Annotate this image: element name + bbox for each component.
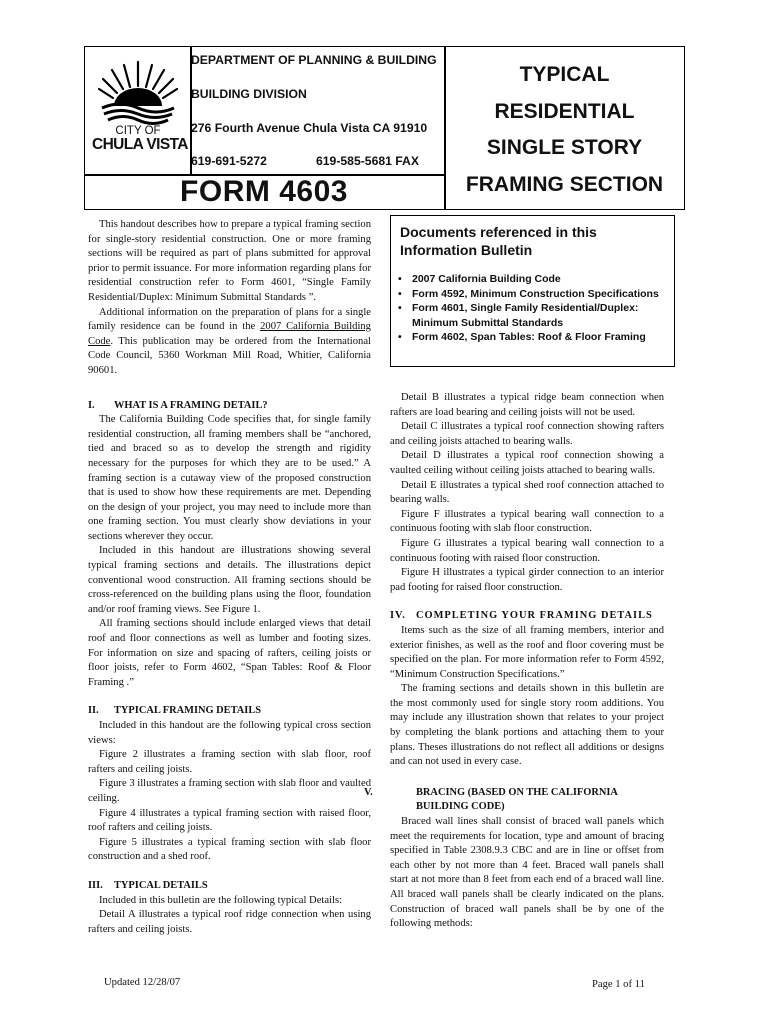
section-number: V. (364, 786, 373, 798)
phone-number: 619-691-5272 (191, 154, 267, 168)
section-title: BRACING (BASED ON THE CALIFORNIA BUILDING CODE) (416, 786, 618, 813)
paragraph: Detail D illustrates a typical roof connection showing a vaulted ceiling without ceiling joists attached to bearing walls. (390, 450, 664, 476)
section-title: WHAT IS A FRAMING DETAIL? (114, 399, 268, 411)
division-name: BUILDING DIVISION (191, 87, 307, 101)
paragraph: Figure 3 illustrates a framing section with slab floor and vaulted ceiling. (88, 778, 371, 804)
section-title: COMPLETING YOUR FRAMING DETAILS (416, 610, 653, 622)
section-number: I. (88, 399, 95, 411)
paragraph: The California Building Code specifies that, for single family residential construction, all framing members shall be “anchored, tied and braced so as to develop the strength and rigidity necessary for the purposes for which they are to be used.” A framing section is a cutaway view of the proposed construction that is used to show how these requirements are met. Depending on the design of your project, you may need to include more than one framing section. You must clearly show deviations in your sections wherever they occur. (88, 414, 371, 542)
paragraph: Figure F illustrates a typical bearing wall connection to a continuous footing with slab floor construction. (390, 508, 664, 535)
paragraph: Figure 5 illustrates a typical framing section with slab floor construction and a shed roof. (88, 836, 371, 863)
section-title: TYPICAL FRAMING DETAILS (114, 705, 262, 717)
documents-list (398, 272, 668, 345)
list-item-text: Form 4601, Single Family Residential/Duplex: Minimum Submittal Standards (412, 302, 639, 329)
section-heading (88, 399, 371, 414)
updated-date: Updated 12/28/07 (104, 977, 181, 988)
paragraph: Figure 2 illustrates a framing section with slab floor, roof rafters and ceiling joists. (88, 749, 371, 775)
page-number: Page 1 of 11 (592, 979, 645, 990)
paragraph: Included in this bulletin are the following typical Details: (99, 894, 343, 906)
title-line: RESIDENTIAL (494, 99, 635, 123)
paragraph: Detail C illustrates a typical roof connection showing rafters and ceiling joists attached to bearing walls. (390, 421, 664, 447)
list-item-text: Form 4602, Span Tables: Roof & Floor Framing (412, 331, 646, 344)
section-number: IV. (390, 610, 406, 622)
paragraph: Detail B illustrates a typical ridge beam connection when rafters are load bearing and ceiling joists will not be used. (390, 392, 664, 418)
section-number: II. (88, 705, 99, 717)
bullet-icon: • (398, 273, 402, 285)
logo-text-chula-vista: CHULA VISTA (92, 136, 188, 153)
paragraph: Figure 4 illustrates a typical framing section with raised floor, roof rafters and ceiling joists. (88, 807, 371, 834)
title-line: TYPICAL (519, 63, 610, 86)
paragraph-text: Additional information on the preparation of plans for a single family residence can be found in the (88, 306, 371, 333)
left-column (88, 218, 371, 937)
section-heading (364, 786, 664, 815)
paragraph: Included in this handout are illustrations showing several typical framing sections and details. The illustrations depict conventional wood construction. All framing sections should be cross-referenced on the building plans using the floor, foundation and/or roof framing views. See Figure 1. (88, 545, 371, 615)
paragraph-text: . This publication may be ordered from the International Code Council, 5360 Workman Mill Road, Whitier, California 90601. (88, 335, 371, 376)
bullet-icon: • (398, 331, 402, 344)
section-title: TYPICAL DETAILS (114, 879, 208, 891)
paragraph: Included in this handout are the following typical cross section views: (88, 720, 371, 746)
documents-heading: Documents referenced in this Information Bulletin (400, 224, 597, 258)
form-number: FORM 4603 (180, 175, 348, 208)
logo-text-city-of: CITY OF (115, 125, 161, 137)
city-logo (92, 56, 188, 158)
right-column (364, 391, 664, 932)
list-item-text: 2007 California Building Code (412, 273, 561, 285)
bullet-icon: • (398, 302, 402, 315)
paragraph: Braced wall lines shall consist of braced wall panels which meet the requirements for location, type and amount of bracing specified in Table 2308.9.3 CBC and are in line or offset from each other by not more than 4 feet. Braced wall panels shall start at not more than 8 feet from each end of a braced wall line. All braced wall panels shall be clearly indicated on the plans. Construction of braced wall panels shall be by one of the following methods: (390, 816, 664, 930)
paragraph (88, 306, 371, 379)
list-item-text: Form 4592, Minimum Construction Specifications (412, 287, 659, 300)
paragraph: Detail E illustrates a typical shed roof connection attached to bearing walls. (390, 479, 664, 506)
fax-number: 619-585-5681 FAX (316, 154, 419, 168)
title-line: SINGLE STORY (486, 136, 643, 159)
list-item (398, 301, 668, 330)
paragraph: Items such as the size of all framing members, interior and exterior finishes, as well as the roof and floor covering must be specified on the plan. For more information refer to Form 4592, “Minimum Construction Specifications.” (390, 624, 664, 680)
paragraph: Detail A illustrates a typical roof ridge connection when using rafters and ceiling joists. (88, 909, 371, 935)
code-reference-link: 2007 California Building Code (88, 321, 371, 347)
paragraph: This handout describes how to prepare a typical framing section for single-story residential construction. One or more framing sections will be required as part of plans submitted for approval prior to permit issuance. For more information regarding plans for residential construction refer to Form 4601, “Single Family Residential/Duplex: Minimum Submittal Standards ”. (88, 219, 371, 303)
bullet-icon: • (398, 287, 402, 300)
paragraph: All framing sections should include enlarged views that detail roof and floor connections as well as lumber and footing sizes. For information on size and spacing of rafters, ceiling joists or floor joists, refer to Form 4602, “Span Tables: Roof & Floor Framing .” (88, 618, 371, 688)
document-title (444, 57, 685, 203)
address: 276 Fourth Avenue Chula Vista CA 91910 (191, 121, 428, 135)
list-item (398, 272, 668, 287)
paragraph: Figure H illustrates a typical girder connection to an interior pad footing for raised floor construction. (390, 567, 664, 593)
section-heading (390, 609, 664, 624)
department-name: DEPARTMENT OF PLANNING & BUILDING (191, 53, 437, 67)
section-heading (88, 704, 371, 719)
title-line: FRAMING SECTION (465, 172, 664, 196)
paragraph: The framing sections and details shown in this bulletin are the most commonly used for single story room additions. You may include any illustration shown that relates to your project by completing the blank portions and attaching them to your plans. Theses illustrations do not reflect all additions or designs and can not used in every case. (390, 683, 664, 768)
paragraph: Figure G illustrates a typical bearing wall connection to a continuous footing with raised floor construction. (390, 537, 664, 564)
section-number: III. (88, 879, 103, 891)
list-item (398, 287, 668, 302)
list-item (398, 330, 668, 345)
section-heading (88, 879, 371, 894)
